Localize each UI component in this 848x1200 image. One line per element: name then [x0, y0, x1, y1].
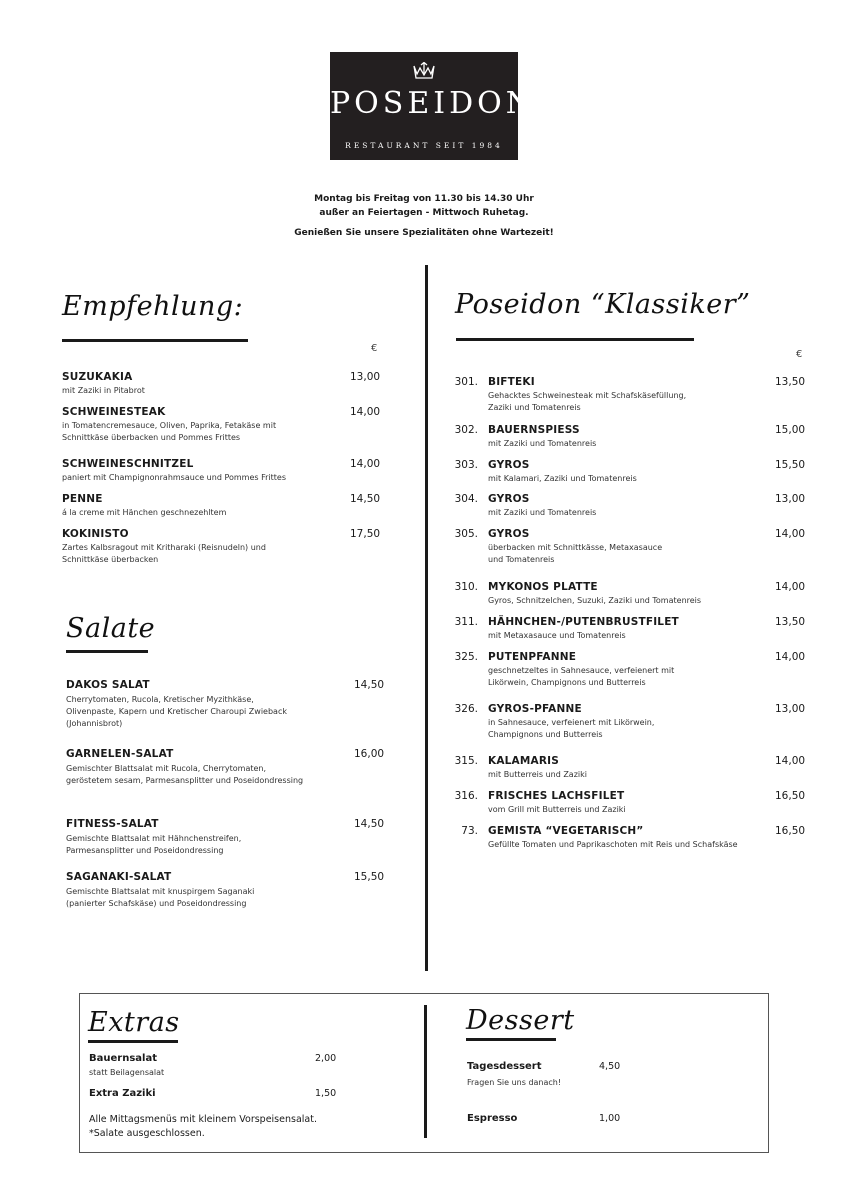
menu-item-price: 16,50	[775, 825, 806, 837]
menu-item-number: 315.	[454, 755, 478, 767]
menu-item-price: 14,00	[775, 755, 806, 767]
menu-item-name: PENNE	[62, 493, 103, 505]
menu-item-number: 303.	[454, 459, 478, 471]
menu-item-price: 14,00	[350, 458, 381, 470]
menu-item-name: KOKINISTO	[62, 528, 129, 540]
menu-item-name: FITNESS-SALAT	[66, 818, 159, 830]
dessert-item-price: 4,50	[599, 1061, 621, 1072]
menu-item-price: 14,00	[350, 406, 381, 418]
menu-item-name: PUTENPFANNE	[488, 651, 577, 663]
menu-item-price: 14,00	[775, 651, 806, 663]
logo-tagline: RESTAURANT SEIT 1984	[345, 141, 503, 150]
menu-item-price: 16,50	[775, 790, 806, 802]
menu-item-name: SAGANAKI-SALAT	[66, 871, 172, 883]
klassiker-underline	[456, 338, 694, 341]
opening-hours-line-1: Montag bis Freitag von 11.30 bis 14.30 Uhr	[314, 194, 534, 204]
menu-item-number: 304.	[454, 493, 478, 505]
extras-title: Extras	[88, 1007, 180, 1038]
empfehlung-title: Empfehlung:	[62, 291, 244, 322]
menu-item-description: Gemischte Blattsalat mit knuspirgem Saganaki	[66, 887, 255, 896]
restaurant-logo	[330, 52, 536, 160]
menu-item-number: 325.	[454, 651, 478, 663]
menu-item-description: geröstetem sesam, Parmesansplitter und Poseidondressing	[66, 776, 304, 785]
menu-item-description: mit Zaziki in Pitabrot	[62, 386, 145, 395]
dessert-underline	[466, 1038, 556, 1041]
empfehlung-underline	[62, 339, 248, 342]
menu-item-description: Schnittkäse überbacken	[62, 555, 159, 564]
menu-item-price: 17,50	[350, 528, 381, 540]
extras-item-desc: statt Beilagensalat	[89, 1068, 165, 1077]
extras-item-name: Bauernsalat	[89, 1053, 157, 1064]
menu-item-description: mit Metaxasauce und Tomatenreis	[488, 631, 626, 640]
menu-item-name: BIFTEKI	[488, 376, 535, 388]
menu-item-description: Zartes Kalbsragout mit Kritharaki (Reisnudeln) und	[62, 543, 266, 552]
box-divider	[424, 1005, 427, 1138]
menu-item-description: Schnittkäse überbacken und Pommes Frittes	[62, 433, 241, 442]
menu-item-description: mit Butterreis und Zaziki	[488, 770, 587, 779]
menu-item-description: und Tomatenreis	[488, 555, 555, 564]
menu-item-description: (panierter Schafskäse) und Poseidondressing	[66, 899, 247, 908]
menu-item-name: SCHWEINESTEAK	[62, 406, 166, 418]
menu-item-name: HÄHNCHEN-/PUTENBRUSTFILET	[488, 616, 679, 628]
menu-item-description: Gemischte Blattsalat mit Hähnchenstreifen,	[66, 834, 242, 843]
menu-item-description: geschnetzeltes in Sahnesauce, verfeienert mit	[488, 666, 675, 675]
menu-item-name: GEMISTA “VEGETARISCH”	[488, 825, 644, 837]
menu-item-number: 302.	[454, 424, 478, 436]
extras-item-name: Extra Zaziki	[89, 1088, 156, 1099]
dessert-title: Dessert	[466, 1005, 575, 1036]
trident-crown-icon	[412, 62, 436, 80]
menu-item-number: 311.	[454, 616, 478, 628]
menu-item-number: 326.	[454, 703, 478, 715]
menu-item-price: 15,50	[775, 459, 806, 471]
menu-item-name: KALAMARIS	[488, 755, 560, 767]
dessert-item-name: Tagesdessert	[467, 1061, 542, 1072]
menu-item-description: Gehacktes Schweinesteak mit Schafskäsefüllung,	[488, 391, 687, 400]
menu-item-description: Gyros, Schnitzelchen, Suzuki, Zaziki und Tomatenreis	[488, 596, 702, 605]
menu-item-price: 13,00	[775, 493, 806, 505]
menu-item-price: 16,00	[354, 748, 385, 760]
klassiker-currency: €	[796, 349, 803, 360]
menu-item-price: 14,00	[775, 528, 806, 540]
menu-item-price: 13,00	[350, 371, 381, 383]
menu-item-number: 310.	[454, 581, 478, 593]
menu-item-name: GYROS	[488, 459, 530, 471]
menu-item-description: mit Zaziki und Tomatenreis	[488, 508, 597, 517]
menu-item-number: 305.	[454, 528, 478, 540]
logo-name: POSEIDON	[330, 86, 536, 121]
menu-item-price: 15,50	[354, 871, 385, 883]
extras-item-price: 1,50	[315, 1088, 337, 1099]
column-divider	[425, 265, 428, 971]
menu-item-description: in Tomatencremesauce, Oliven, Paprika, Fetakäse mit	[62, 421, 277, 430]
menu-item-description: Champignons und Butterreis	[488, 730, 603, 739]
extras-note-2: *Salate ausgeschlossen.	[89, 1128, 205, 1139]
empfehlung-currency: €	[371, 343, 378, 354]
menu-item-description: Likörwein, Champignons und Butterreis	[488, 678, 646, 687]
menu-item-number: 316.	[454, 790, 478, 802]
menu-item-price: 13,50	[775, 616, 806, 628]
menu-item-price: 14,50	[350, 493, 381, 505]
menu-item-price: 13,00	[775, 703, 806, 715]
menu-item-description: Parmesansplitter und Poseidondressing	[66, 846, 224, 855]
opening-hours-line-2: außer an Feiertagen - Mittwoch Ruhetag.	[319, 208, 529, 218]
extras-item-price: 2,00	[315, 1053, 337, 1064]
menu-item-description: vom Grill mit Butterreis und Zaziki	[488, 805, 626, 814]
extras-note-1: Alle Mittagsmenüs mit kleinem Vorspeisensalat.	[89, 1114, 317, 1125]
menu-item-name: MYKONOS PLATTE	[488, 581, 598, 593]
menu-item-description: paniert mit Champignonrahmsauce und Pommes Frittes	[62, 473, 286, 482]
extras-underline	[88, 1040, 178, 1043]
menu-item-description: á la creme mit Hänchen geschnezehltem	[62, 508, 227, 517]
menu-item-price: 14,00	[775, 581, 806, 593]
salate-underline	[66, 650, 148, 653]
menu-item-description: Olivenpaste, Kapern und Kretischer Charoupi Zwieback	[66, 707, 287, 716]
dessert-item-name: Espresso	[467, 1113, 518, 1124]
menu-item-description: Zaziki und Tomatenreis	[488, 403, 581, 412]
salate-title: Salate	[66, 613, 156, 644]
menu-item-price: 14,50	[354, 818, 385, 830]
intro-tagline: Genießen Sie unsere Spezialitäten ohne Wartezeit!	[294, 228, 554, 238]
menu-item-name: GARNELEN-SALAT	[66, 748, 174, 760]
menu-item-description: (Johannisbrot)	[66, 719, 123, 728]
menu-item-name: GYROS	[488, 528, 530, 540]
menu-item-description: Gemischter Blattsalat mit Rucola, Cherrytomaten,	[66, 764, 267, 773]
menu-item-name: GYROS-PFANNE	[488, 703, 582, 715]
menu-item-name: SUZUKAKIA	[62, 371, 133, 383]
menu-item-price: 13,50	[775, 376, 806, 388]
menu-item-description: überbacken mit Schnittkässe, Metaxasauce	[488, 543, 663, 552]
menu-item-name: BAUERNSPIESS	[488, 424, 580, 436]
menu-item-description: mit Kalamari, Zaziki und Tomatenreis	[488, 474, 637, 483]
menu-item-number: 73.	[461, 825, 478, 837]
menu-item-number: 301.	[454, 376, 478, 388]
menu-item-price: 15,00	[775, 424, 806, 436]
klassiker-title: Poseidon “Klassiker”	[455, 289, 751, 320]
menu-item-name: GYROS	[488, 493, 530, 505]
dessert-item-price: 1,00	[599, 1113, 621, 1124]
menu-item-description: Gefüllte Tomaten und Paprikaschoten mit Reis und Schafskäse	[488, 840, 738, 849]
menu-item-name: FRISCHES LACHSFILET	[488, 790, 625, 802]
menu-item-description: mit Zaziki und Tomatenreis	[488, 439, 597, 448]
menu-item-description: in Sahnesauce, verfeienert mit Likörwein,	[488, 718, 655, 727]
menu-item-price: 14,50	[354, 679, 385, 691]
menu-item-name: SCHWEINESCHNITZEL	[62, 458, 194, 470]
menu-item-description: Cherrytomaten, Rucola, Kretischer Myzithkäse,	[66, 695, 254, 704]
menu-item-name: DAKOS SALAT	[66, 679, 150, 691]
dessert-item-desc: Fragen Sie uns danach!	[467, 1078, 562, 1087]
